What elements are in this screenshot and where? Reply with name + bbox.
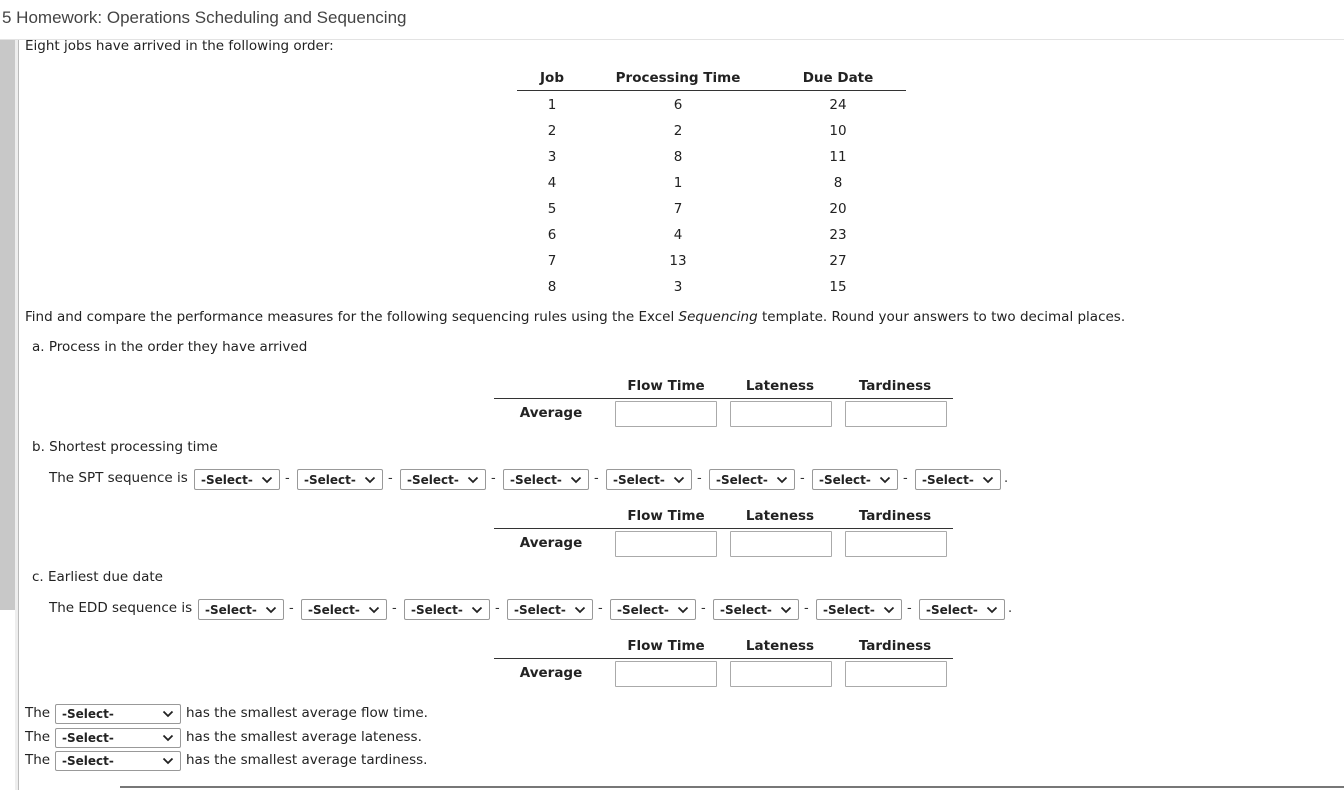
edd-select-6[interactable] bbox=[713, 599, 799, 620]
left-divider bbox=[18, 40, 19, 790]
select-value: -Select- bbox=[823, 602, 875, 617]
lateness-input[interactable] bbox=[730, 531, 832, 557]
sequence-separator: - bbox=[800, 471, 805, 486]
select-value: -Select- bbox=[514, 602, 566, 617]
select-value: -Select- bbox=[62, 730, 114, 745]
select-value: -Select- bbox=[926, 602, 978, 617]
conclusion-select-3[interactable] bbox=[55, 751, 181, 771]
part-c-label: c. Earliest due date bbox=[32, 569, 163, 585]
flow-time-input[interactable] bbox=[615, 401, 717, 427]
table-cell: 3 bbox=[547, 149, 557, 165]
sequence-period: . bbox=[1004, 471, 1009, 486]
tardiness-input[interactable] bbox=[845, 661, 947, 687]
chevron-down-icon bbox=[982, 474, 994, 486]
edd-select-8[interactable] bbox=[919, 599, 1005, 620]
conclusion-text: has the smallest average lateness. bbox=[186, 728, 422, 745]
spt-sequence-label: The SPT sequence is bbox=[49, 470, 188, 486]
spt-select-7[interactable] bbox=[812, 469, 898, 490]
edd-select-7[interactable] bbox=[816, 599, 902, 620]
perf-header-rule bbox=[494, 658, 953, 659]
table-cell: 1 bbox=[673, 175, 683, 191]
edd-select-1[interactable] bbox=[198, 599, 284, 620]
instructions-text: Find and compare the performance measures for the following sequencing rules using the Excel bbox=[25, 309, 679, 325]
sequence-separator: - bbox=[804, 601, 809, 616]
spt-select-3[interactable] bbox=[400, 469, 486, 490]
conclusion-prefix: The bbox=[25, 752, 51, 768]
average-label: Average bbox=[519, 535, 583, 551]
intro-text: Eight jobs have arrived in the following order: bbox=[25, 38, 334, 54]
page-title: 5 Homework: Operations Scheduling and Sequencing bbox=[2, 8, 407, 27]
perf-header-2: Tardiness bbox=[858, 378, 932, 394]
perf-header-2: Tardiness bbox=[858, 508, 932, 524]
conclusion-text: has the smallest average tardiness. bbox=[186, 752, 428, 768]
sequence-separator: - bbox=[697, 471, 702, 486]
perf-header-0: Flow Time bbox=[627, 508, 705, 524]
edd-sequence-label: The EDD sequence is bbox=[49, 600, 193, 616]
tardiness-input[interactable] bbox=[845, 401, 947, 427]
spt-select-2[interactable] bbox=[297, 469, 383, 490]
table-cell: 4 bbox=[547, 175, 557, 191]
flow-time-input[interactable] bbox=[615, 661, 717, 687]
sequence-separator: - bbox=[907, 601, 912, 616]
chevron-down-icon bbox=[261, 474, 273, 486]
chevron-down-icon bbox=[162, 732, 174, 744]
tardiness-input[interactable] bbox=[845, 531, 947, 557]
sequence-separator: - bbox=[495, 601, 500, 616]
spt-select-8[interactable] bbox=[915, 469, 1001, 490]
chevron-down-icon bbox=[879, 474, 891, 486]
perf-header-1: Lateness bbox=[745, 378, 815, 394]
spt-select-4[interactable] bbox=[503, 469, 589, 490]
table-cell: 4 bbox=[673, 227, 683, 243]
table-cell: 24 bbox=[829, 97, 847, 113]
conclusion-prefix: The bbox=[25, 728, 51, 745]
select-value: -Select- bbox=[407, 472, 459, 487]
select-value: -Select- bbox=[819, 472, 871, 487]
sequence-separator: - bbox=[285, 471, 290, 486]
select-value: -Select- bbox=[205, 602, 257, 617]
bottom-divider bbox=[120, 786, 1344, 788]
select-value: -Select- bbox=[411, 602, 463, 617]
col-header-processing-time: Processing Time bbox=[615, 70, 741, 86]
chevron-down-icon bbox=[574, 604, 586, 616]
table-cell: 2 bbox=[673, 123, 683, 139]
edd-select-5[interactable] bbox=[610, 599, 696, 620]
sequence-separator: - bbox=[701, 601, 706, 616]
spt-select-6[interactable] bbox=[709, 469, 795, 490]
lateness-input[interactable] bbox=[730, 661, 832, 687]
col-header-job: Job bbox=[540, 70, 564, 86]
perf-header-0: Flow Time bbox=[627, 378, 705, 394]
conclusion-select-2[interactable] bbox=[55, 728, 181, 748]
left-scrollbar[interactable] bbox=[0, 40, 15, 610]
table-cell: 6 bbox=[673, 97, 683, 113]
sequence-separator: - bbox=[598, 601, 603, 616]
chevron-down-icon bbox=[162, 708, 174, 720]
chevron-down-icon bbox=[780, 604, 792, 616]
sequence-separator: - bbox=[289, 601, 294, 616]
edd-select-2[interactable] bbox=[301, 599, 387, 620]
instructions-italic: Sequencing bbox=[678, 309, 758, 325]
chevron-down-icon bbox=[471, 604, 483, 616]
select-value: -Select- bbox=[510, 472, 562, 487]
spt-select-1[interactable] bbox=[194, 469, 280, 490]
sequence-separator: - bbox=[392, 601, 397, 616]
table-cell: 13 bbox=[669, 253, 687, 269]
chevron-down-icon bbox=[570, 474, 582, 486]
table-cell: 1 bbox=[547, 97, 557, 113]
select-value: -Select- bbox=[304, 472, 356, 487]
sequence-separator: - bbox=[903, 471, 908, 486]
part-a-label: a. Process in the order they have arrived bbox=[32, 339, 308, 355]
instructions-text-end: template. Round your answers to two decimal places. bbox=[757, 309, 1126, 325]
table-cell: 3 bbox=[673, 279, 683, 295]
select-value: -Select- bbox=[613, 472, 665, 487]
conclusion-text: has the smallest average flow time. bbox=[186, 705, 428, 721]
table-cell: 5 bbox=[547, 201, 557, 217]
select-value: -Select- bbox=[62, 707, 114, 721]
chevron-down-icon bbox=[265, 604, 277, 616]
chevron-down-icon bbox=[368, 604, 380, 616]
conclusion-select-1[interactable] bbox=[55, 704, 181, 724]
table-cell: 8 bbox=[673, 149, 683, 165]
sequence-separator: - bbox=[491, 471, 496, 486]
chevron-down-icon bbox=[673, 474, 685, 486]
table-cell: 20 bbox=[829, 201, 847, 217]
perf-header-1: Lateness bbox=[745, 638, 815, 654]
select-value: -Select- bbox=[62, 754, 114, 768]
table-cell: 23 bbox=[829, 227, 847, 243]
chevron-down-icon bbox=[883, 604, 895, 616]
select-value: -Select- bbox=[308, 602, 360, 617]
average-label: Average bbox=[519, 665, 583, 681]
edd-select-3[interactable] bbox=[404, 599, 490, 620]
spt-select-5[interactable] bbox=[606, 469, 692, 490]
perf-header-rule bbox=[494, 528, 953, 529]
edd-select-4[interactable] bbox=[507, 599, 593, 620]
perf-header-1: Lateness bbox=[745, 508, 815, 524]
perf-header-0: Flow Time bbox=[627, 638, 705, 654]
part-b-label: b. Shortest processing time bbox=[32, 439, 218, 455]
perf-header-2: Tardiness bbox=[858, 638, 932, 654]
flow-time-input[interactable] bbox=[615, 531, 717, 557]
sequence-separator: - bbox=[388, 471, 393, 486]
lateness-input[interactable] bbox=[730, 401, 832, 427]
col-header-due-date: Due Date bbox=[802, 70, 874, 86]
table-cell: 7 bbox=[547, 253, 557, 269]
table-cell: 27 bbox=[829, 253, 847, 269]
table-cell: 2 bbox=[547, 123, 557, 139]
table-cell: 8 bbox=[833, 175, 843, 191]
table-header-rule bbox=[517, 90, 906, 91]
chevron-down-icon bbox=[677, 604, 689, 616]
conclusion-prefix: The bbox=[25, 705, 51, 721]
table-cell: 11 bbox=[829, 149, 847, 165]
instructions bbox=[25, 309, 1125, 325]
select-value: -Select- bbox=[720, 602, 772, 617]
chevron-down-icon bbox=[364, 474, 376, 486]
sequence-separator: - bbox=[594, 471, 599, 486]
select-value: -Select- bbox=[716, 472, 768, 487]
select-value: -Select- bbox=[617, 602, 669, 617]
perf-header-rule bbox=[494, 398, 953, 399]
chevron-down-icon bbox=[986, 604, 998, 616]
page-header bbox=[0, 0, 1344, 40]
select-value: -Select- bbox=[201, 472, 253, 487]
chevron-down-icon bbox=[162, 755, 174, 767]
select-value: -Select- bbox=[922, 472, 974, 487]
chevron-down-icon bbox=[776, 474, 788, 486]
chevron-down-icon bbox=[467, 474, 479, 486]
table-cell: 8 bbox=[547, 279, 557, 295]
average-label: Average bbox=[519, 405, 583, 421]
table-cell: 15 bbox=[829, 279, 847, 295]
table-cell: 7 bbox=[673, 201, 683, 217]
table-cell: 6 bbox=[547, 227, 557, 243]
sequence-period: . bbox=[1008, 601, 1013, 616]
table-cell: 10 bbox=[829, 123, 847, 139]
